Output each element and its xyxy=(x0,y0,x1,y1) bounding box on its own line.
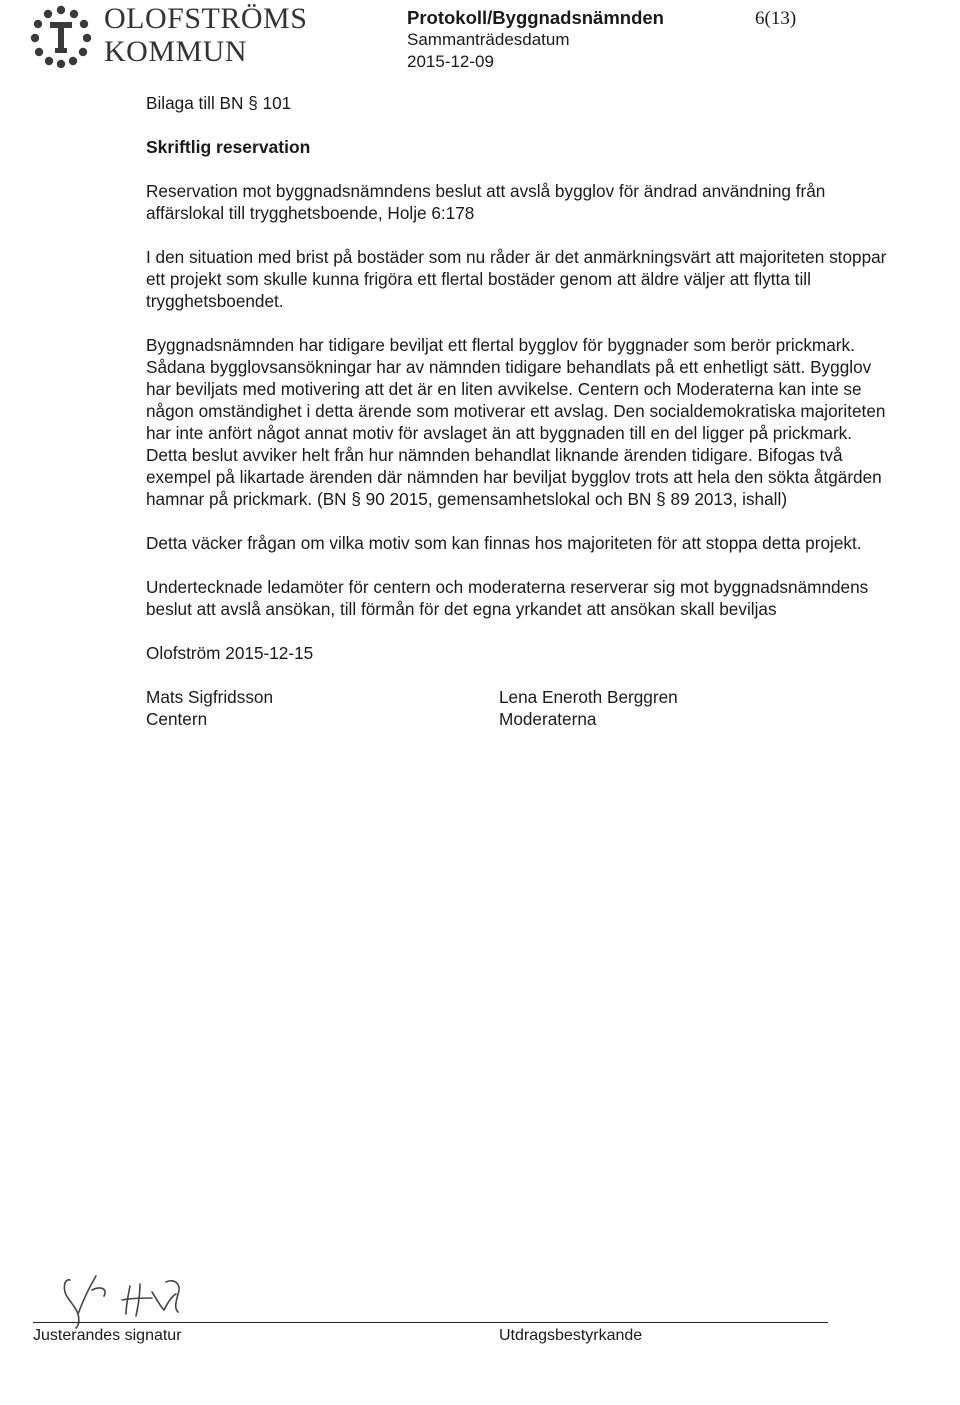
signatory xyxy=(499,686,678,730)
paragraph: Detta väcker frågan om vilka motiv som kan finnas hos majoriteten för att stoppa detta projekt. xyxy=(146,533,862,553)
meeting-date: 2015-12-09 xyxy=(407,52,494,71)
signatory-name: Lena Eneroth Berggren xyxy=(499,687,678,707)
signatory-name: Mats Sigfridsson xyxy=(146,687,274,707)
document-heading: Skriftlig reservation xyxy=(146,137,311,157)
municipality-emblem-icon xyxy=(28,2,100,72)
handwritten-initials xyxy=(56,1268,196,1330)
page-number: 6(13) xyxy=(755,8,797,29)
extract-certifier-label: Utdragsbestyrkande xyxy=(499,1327,643,1344)
document-body xyxy=(146,92,891,730)
logo-wordmark xyxy=(104,2,307,68)
protocol-title: Protokoll/Byggnadsnämnden xyxy=(407,7,664,28)
logo-line-1: OLOFSTRÖMS xyxy=(104,2,308,35)
signatories xyxy=(146,686,891,730)
signatory-party: Centern xyxy=(146,709,208,729)
paragraph: I den situation med brist på bostäder som nu råder är det anmärkningsvärt att majoriteten stoppar ett projekt som skulle kunna frigöra ett flertal bostäder genom att äldre väljer att flytta till trygghetsboendet. xyxy=(146,247,887,311)
protocol-header xyxy=(407,6,707,73)
appendix-reference: Bilaga till BN § 101 xyxy=(146,93,292,113)
paragraph: Byggnadsnämnden har tidigare beviljat ett flertal bygglov för byggnader som berör prickmark. Sådana bygglovsansökningar har av nämnden tidigare behandlats på ett enhetligt sätt. Bygglov har beviljats med motivering att det är en liten avvikelse. Centern och Moderaterna kan inte se någon omständighet i detta ärende som motiverar ett avslag. Den socialdemokratiska majoriteten har inte anfört något annat motiv för avslaget än att byggnaden till en del ligger på prickmark. Detta beslut avviker helt från hur nämnden behandlat liknande ärenden tidigare. Bifogas två exempel på likartade ärenden där nämnden har beviljat bygglov trots att hela den sökta åtgärden hamnar på prickmark. (BN § 90 2015, gemensamhetslokal och BN § 89 2013, ishall) xyxy=(146,335,886,509)
place-date: Olofström 2015-12-15 xyxy=(146,643,314,663)
paragraph: Undertecknade ledamöter för centern och moderaterna reserverar sig mot byggnadsnämndens beslut att avslå ansökan, till förmån för det egna yrkandet att ansökan skall beviljas xyxy=(146,577,869,619)
paragraph: Reservation mot byggnadsnämndens beslut att avslå bygglov för ändrad användning från affärslokal till trygghetsboende, Holje 6:178 xyxy=(146,181,826,223)
signatory-party: Moderaterna xyxy=(499,709,597,729)
municipality-logo xyxy=(28,2,328,72)
meeting-date-label: Sammanträdesdatum xyxy=(407,30,570,49)
signatory xyxy=(146,686,273,730)
footer-divider xyxy=(33,1322,828,1323)
logo-line-2: KOMMUN xyxy=(104,35,248,68)
adjusters-signature-label: Justerandes signatur xyxy=(33,1327,182,1344)
